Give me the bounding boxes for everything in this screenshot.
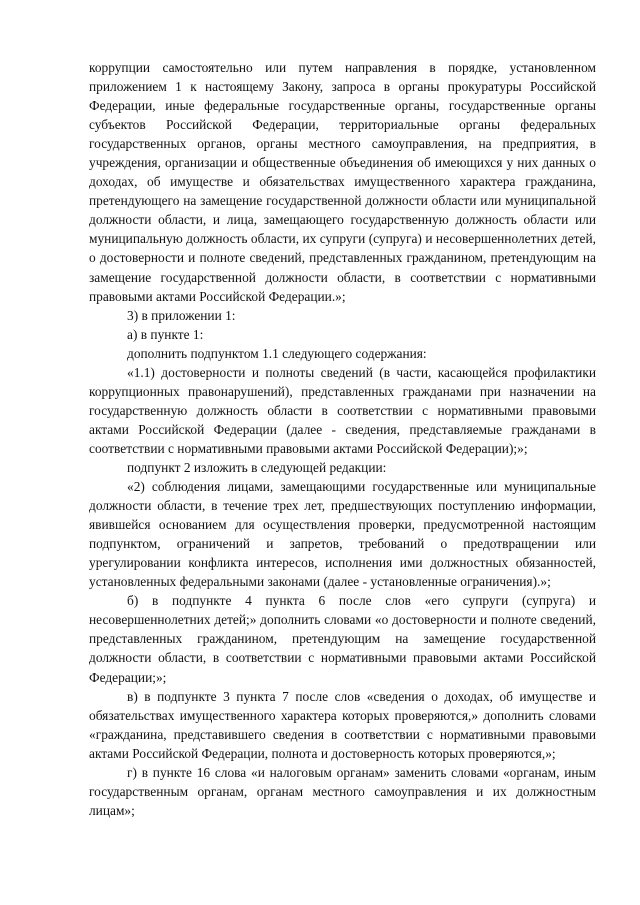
- paragraph-9: в) в подпункте 3 пункта 7 после слов «сведения о доходах, об имуществе и обязательствах имущественного характера которых проверяются,» дополнить словами «гражданина, представившего сведения в соответствии с нормативными правовыми актами Российской Федерации, полнота и достоверность которых проверяются,»;: [89, 688, 596, 761]
- paragraph-8: б) в подпункте 4 пункта 6 после слов «его супруги (супруга) и несовершеннолетних детей;» дополнить словами «о достоверности и полноте сведений, представленных гражданином, претендующим на замещение государственной должности области, в соответствии с нормативными правовыми актами Российской Федерации;»;: [89, 593, 596, 685]
- paragraph-4: дополнить подпунктом 1.1 следующего содержания:: [127, 345, 427, 361]
- document-page: [89, 58, 596, 820]
- paragraph-2: 3) в приложении 1:: [127, 307, 236, 323]
- paragraph-3: а) в пункте 1:: [127, 326, 204, 342]
- paragraph-7: «2) соблюдения лицами, замещающими государственные или муниципальные должности области, в течение трех лет, предшествующих поступлению информации, явившейся основанием для осуществления проверки, предусмотренной настоящим подпунктом, ограничений и запретов, требований о предотвращении или урегулировании конфликта интересов, исполнения ими должностных обязанностей, установленных федеральными законами (далее - установленные ограничения).»;: [89, 479, 596, 590]
- paragraph-10: г) в пункте 16 слова «и налоговым органам» заменить словами «органам, иным государственным органам, органам местного самоуправления и их должностным лицам»;: [89, 764, 596, 818]
- paragraph-6: подпункт 2 изложить в следующей редакции:: [127, 459, 387, 475]
- paragraph-5: «1.1) достоверности и полноты сведений (в части, касающейся профилактики коррупционных правонарушений), представленных гражданами при назначении на государственную должность области в соответствии с нормативными правовыми актами Российской Федерации (далее - сведения, представляемые гражданами в соответствии с нормативными правовыми актами Российской Федерации);»;: [89, 364, 596, 456]
- paragraph-1: коррупции самостоятельно или путем направления в порядке, установленном приложением 1 к настоящему Закону, запроса в органы прокуратуры Российской Федерации, иные федеральные государственные органы, государственные органы субъектов Российской Федерации, территориальные органы федеральных государственных органов, органы местного самоуправления, на предприятия, в учреждения, организации и общественные объединения об имеющихся у них данных о доходах, об имуществе и обязательствах имущественного характера гражданина, претендующего на замещение государственной должности области или муниципальной должности области, и лица, замещающего государственную должность области или муниципальную должность области, их супруги (супруга) и несовершеннолетних детей, о достоверности и полноте сведений, представленных гражданином, претендующим на замещение государственной должности области, в соответствии с нормативными правовыми актами Российской Федерации.»;: [89, 60, 596, 304]
